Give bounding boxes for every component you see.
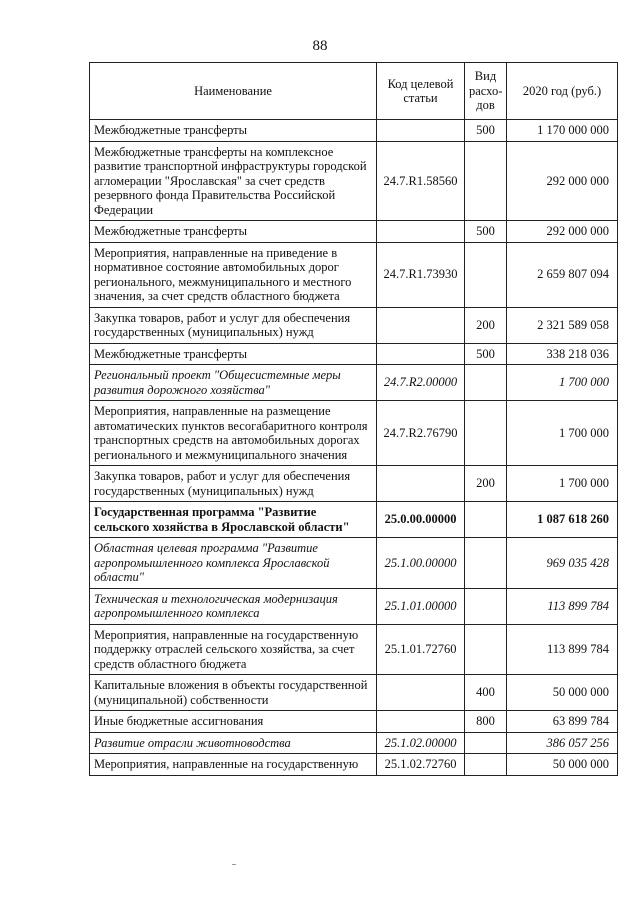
row-code-cell: 25.1.01.72760 xyxy=(377,624,465,675)
row-type-cell xyxy=(465,365,507,401)
table-row xyxy=(90,588,618,624)
budget-table xyxy=(89,62,618,776)
row-type-cell xyxy=(465,588,507,624)
row-name-cell: Межбюджетные трансферты xyxy=(90,343,377,365)
table-body xyxy=(90,120,618,776)
row-amount-cell: 1 700 000 xyxy=(507,401,618,466)
row-name-cell: Мероприятия, направленные на государственную xyxy=(90,754,377,776)
row-name-cell: Региональный проект "Общесистемные меры развития дорожного хозяйства" xyxy=(90,365,377,401)
row-type-cell xyxy=(465,754,507,776)
row-type-cell: 800 xyxy=(465,711,507,733)
row-amount-cell: 113 899 784 xyxy=(507,624,618,675)
row-name-cell: Межбюджетные трансферты на комплексное развитие транспортной инфраструктуры городской агломерации "Ярославская" за счет средств резервного фонда Правительства Российской Федерации xyxy=(90,141,377,221)
row-type-cell xyxy=(465,242,507,307)
page-number: 88 xyxy=(312,38,328,54)
row-type-cell xyxy=(465,502,507,538)
row-amount-cell: 50 000 000 xyxy=(507,675,618,711)
row-type-cell xyxy=(465,538,507,589)
row-amount-cell: 1 700 000 xyxy=(507,365,618,401)
row-type-cell: 500 xyxy=(465,120,507,142)
row-code-cell xyxy=(377,466,465,502)
table-row xyxy=(90,221,618,243)
row-amount-cell: 1 170 000 000 xyxy=(507,120,618,142)
row-type-cell: 500 xyxy=(465,221,507,243)
row-amount-cell: 338 218 036 xyxy=(507,343,618,365)
row-code-cell: 25.1.02.72760 xyxy=(377,754,465,776)
row-code-cell: 24.7.R2.76790 xyxy=(377,401,465,466)
row-name-cell: Мероприятия, направленные на размещение автоматических пунктов весогабаритного контроля транспортных средств на автомобильных дорогах регионального и межмуниципального значения xyxy=(90,401,377,466)
row-amount-cell: 969 035 428 xyxy=(507,538,618,589)
table-row xyxy=(90,675,618,711)
row-code-cell xyxy=(377,120,465,142)
row-code-cell: 25.1.02.00000 xyxy=(377,732,465,754)
table-row xyxy=(90,466,618,502)
header-amount: 2020 год (руб.) xyxy=(507,63,618,120)
row-name-cell: Межбюджетные трансферты xyxy=(90,120,377,142)
row-name-cell: Межбюджетные трансферты xyxy=(90,221,377,243)
row-code-cell: 24.7.R1.58560 xyxy=(377,141,465,221)
row-name-cell: Техническая и технологическая модернизация агропромышленного комплекса xyxy=(90,588,377,624)
table-row xyxy=(90,141,618,221)
row-code-cell: 25.1.00.00000 xyxy=(377,538,465,589)
row-amount-cell: 2 659 807 094 xyxy=(507,242,618,307)
row-name-cell: Капитальные вложения в объекты государственной (муниципальной) собственности xyxy=(90,675,377,711)
scan-mark xyxy=(232,864,236,865)
row-type-cell: 500 xyxy=(465,343,507,365)
row-code-cell xyxy=(377,711,465,733)
row-name-cell: Областная целевая программа "Развитие агропромышленного комплекса Ярославской области" xyxy=(90,538,377,589)
table-row xyxy=(90,307,618,343)
table-row xyxy=(90,401,618,466)
table-row xyxy=(90,502,618,538)
row-type-cell xyxy=(465,624,507,675)
header-type: Вид расхо-дов xyxy=(465,63,507,120)
row-amount-cell: 1 700 000 xyxy=(507,466,618,502)
table-row xyxy=(90,365,618,401)
row-code-cell: 24.7.R2.00000 xyxy=(377,365,465,401)
header-name: Наименование xyxy=(90,63,377,120)
row-amount-cell: 1 087 618 260 xyxy=(507,502,618,538)
row-amount-cell: 292 000 000 xyxy=(507,141,618,221)
row-name-cell: Закупка товаров, работ и услуг для обеспечения государственных (муниципальных) нужд xyxy=(90,466,377,502)
row-amount-cell: 292 000 000 xyxy=(507,221,618,243)
header-row xyxy=(90,63,618,120)
table-row xyxy=(90,624,618,675)
table-header xyxy=(90,63,618,120)
table-row xyxy=(90,538,618,589)
row-name-cell: Закупка товаров, работ и услуг для обеспечения государственных (муниципальных) нужд xyxy=(90,307,377,343)
row-type-cell xyxy=(465,401,507,466)
row-amount-cell: 113 899 784 xyxy=(507,588,618,624)
row-code-cell xyxy=(377,343,465,365)
row-type-cell: 200 xyxy=(465,307,507,343)
row-amount-cell: 63 899 784 xyxy=(507,711,618,733)
row-name-cell: Мероприятия, направленные на государственную поддержку отраслей сельского хозяйства, за счет средств областного бюджета xyxy=(90,624,377,675)
row-amount-cell: 386 057 256 xyxy=(507,732,618,754)
row-name-cell: Развитие отрасли животноводства xyxy=(90,732,377,754)
row-amount-cell: 50 000 000 xyxy=(507,754,618,776)
row-type-cell xyxy=(465,732,507,754)
row-name-cell: Мероприятия, направленные на приведение в нормативное состояние автомобильных дорог регионального, межмуниципального и местного значения, за счет средств областного бюджета xyxy=(90,242,377,307)
row-type-cell xyxy=(465,141,507,221)
table-row xyxy=(90,732,618,754)
row-code-cell xyxy=(377,675,465,711)
table-row xyxy=(90,242,618,307)
row-code-cell xyxy=(377,307,465,343)
row-amount-cell: 2 321 589 058 xyxy=(507,307,618,343)
row-code-cell: 24.7.R1.73930 xyxy=(377,242,465,307)
header-code: Код целевой статьи xyxy=(377,63,465,120)
row-code-cell xyxy=(377,221,465,243)
table-row xyxy=(90,343,618,365)
row-type-cell: 200 xyxy=(465,466,507,502)
row-code-cell: 25.1.01.00000 xyxy=(377,588,465,624)
row-name-cell: Государственная программа "Развитие сельского хозяйства в Ярославской области" xyxy=(90,502,377,538)
row-code-cell: 25.0.00.00000 xyxy=(377,502,465,538)
table-row xyxy=(90,754,618,776)
table-row xyxy=(90,711,618,733)
row-name-cell: Иные бюджетные ассигнования xyxy=(90,711,377,733)
row-type-cell: 400 xyxy=(465,675,507,711)
table-row xyxy=(90,120,618,142)
